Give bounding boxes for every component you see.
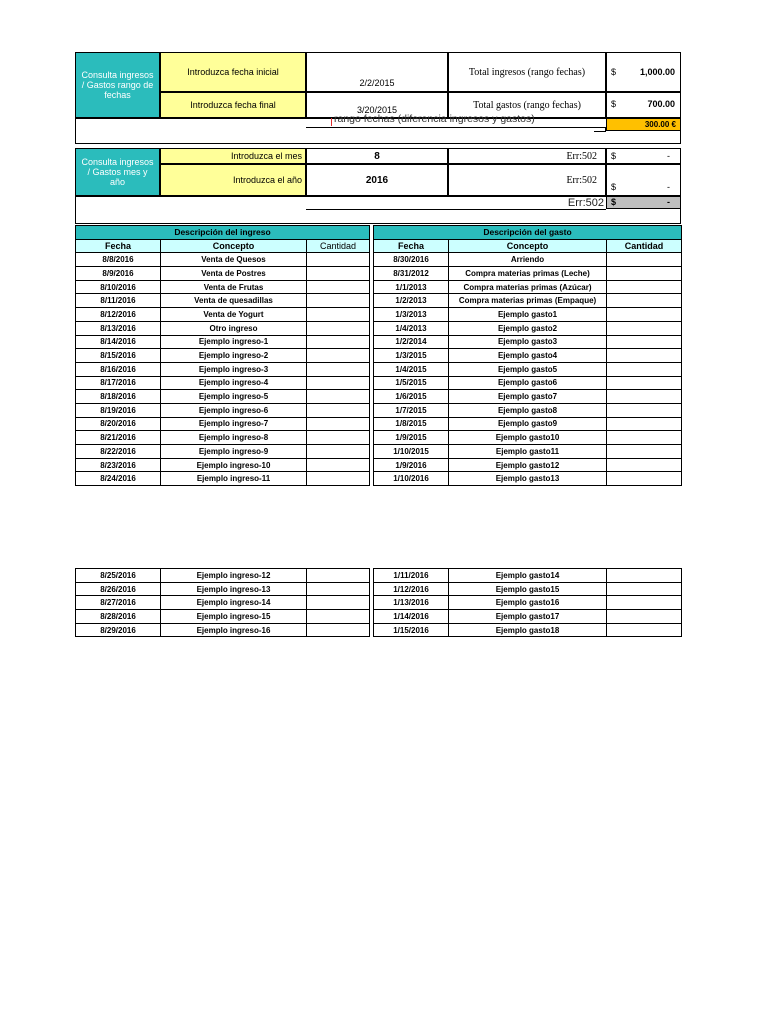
amount-cell[interactable] bbox=[607, 253, 682, 267]
income-col-concepto: Concepto bbox=[161, 239, 307, 253]
table-row bbox=[374, 280, 682, 294]
date-cell[interactable]: 1/3/2015 bbox=[374, 349, 449, 363]
amount-cell[interactable] bbox=[607, 610, 682, 624]
table-row bbox=[374, 253, 682, 267]
expense-rows bbox=[374, 253, 682, 486]
amount-cell[interactable] bbox=[607, 321, 682, 335]
date-cell[interactable]: 8/23/2016 bbox=[76, 458, 161, 472]
difference-value-cell bbox=[606, 118, 681, 131]
error-text: Err:502 bbox=[566, 150, 597, 162]
concept-cell[interactable]: Ejemplo ingreso-6 bbox=[161, 403, 307, 417]
table-row bbox=[374, 321, 682, 335]
concept-cell[interactable]: Ejemplo ingreso-4 bbox=[161, 376, 307, 390]
amount-cell[interactable] bbox=[307, 458, 370, 472]
table-row bbox=[76, 308, 370, 322]
table-row bbox=[76, 280, 370, 294]
amount-cell[interactable] bbox=[607, 267, 682, 281]
amount-cell[interactable] bbox=[607, 431, 682, 445]
divider bbox=[306, 127, 606, 128]
table-row bbox=[374, 582, 682, 596]
concept-cell[interactable]: Ejemplo gasto17 bbox=[449, 610, 607, 624]
date-cell[interactable]: 8/14/2016 bbox=[76, 335, 161, 349]
table-row bbox=[374, 431, 682, 445]
expense-col-cantidad: Cantidad bbox=[607, 239, 682, 253]
date-cell[interactable]: 1/4/2015 bbox=[374, 362, 449, 376]
expense-col-concepto: Concepto bbox=[449, 239, 607, 253]
date-cell[interactable]: 1/10/2016 bbox=[374, 472, 449, 486]
currency-symbol: $ bbox=[611, 197, 617, 207]
concept-cell[interactable]: Ejemplo gasto8 bbox=[449, 403, 607, 417]
amount-cell[interactable] bbox=[307, 390, 370, 404]
table-row bbox=[76, 403, 370, 417]
date-cell[interactable]: 1/6/2015 bbox=[374, 390, 449, 404]
error-text: Err:502 bbox=[566, 174, 597, 186]
date-cell[interactable]: 8/17/2016 bbox=[76, 376, 161, 390]
expense-header bbox=[374, 226, 682, 240]
table-row bbox=[374, 623, 682, 637]
table-row bbox=[374, 569, 682, 583]
end-date-label-text: Introduzca fecha final bbox=[190, 100, 276, 110]
range-query-title bbox=[75, 52, 160, 118]
month-expense-value: - bbox=[667, 182, 670, 192]
date-cell[interactable]: 8/8/2016 bbox=[76, 253, 161, 267]
income-table-continued bbox=[75, 568, 370, 637]
amount-cell[interactable] bbox=[607, 569, 682, 583]
table-row bbox=[76, 472, 370, 486]
table-row bbox=[76, 582, 370, 596]
month-value: 8 bbox=[374, 150, 380, 162]
concept-cell[interactable]: Venta de Yogurt bbox=[161, 308, 307, 322]
date-cell[interactable]: 1/10/2015 bbox=[374, 445, 449, 459]
concept-cell[interactable]: Compra materias primas (Leche) bbox=[449, 267, 607, 281]
income-header bbox=[76, 226, 370, 240]
amount-cell[interactable] bbox=[607, 376, 682, 390]
amount-cell[interactable] bbox=[607, 362, 682, 376]
date-cell[interactable]: 8/22/2016 bbox=[76, 445, 161, 459]
year-label bbox=[160, 164, 306, 196]
amount-cell[interactable] bbox=[607, 335, 682, 349]
table-row bbox=[76, 610, 370, 624]
concept-cell[interactable]: Ejemplo gasto13 bbox=[449, 472, 607, 486]
amount-cell[interactable] bbox=[307, 335, 370, 349]
amount-cell[interactable] bbox=[307, 267, 370, 281]
table-row bbox=[76, 335, 370, 349]
table-row bbox=[374, 349, 682, 363]
date-cell[interactable]: 1/9/2015 bbox=[374, 431, 449, 445]
date-cell[interactable]: 1/2/2014 bbox=[374, 335, 449, 349]
divider bbox=[680, 131, 681, 144]
date-cell[interactable]: 8/13/2016 bbox=[76, 321, 161, 335]
amount-cell[interactable] bbox=[607, 294, 682, 308]
amount-cell[interactable] bbox=[307, 362, 370, 376]
concept-cell[interactable]: Ejemplo gasto11 bbox=[449, 445, 607, 459]
date-cell[interactable]: 8/25/2016 bbox=[76, 569, 161, 583]
end-date-value: 3/20/2015 bbox=[356, 105, 398, 115]
currency-symbol: $ bbox=[611, 182, 617, 192]
concept-cell[interactable]: Ejemplo gasto2 bbox=[449, 321, 607, 335]
date-cell[interactable]: 8/21/2016 bbox=[76, 431, 161, 445]
amount-cell[interactable] bbox=[607, 458, 682, 472]
date-cell[interactable]: 1/9/2016 bbox=[374, 458, 449, 472]
concept-cell[interactable]: Ejemplo ingreso-5 bbox=[161, 390, 307, 404]
date-cell[interactable]: 1/1/2013 bbox=[374, 280, 449, 294]
difference-value: 300.00 € bbox=[644, 120, 676, 129]
concept-cell[interactable]: Ejemplo ingreso-7 bbox=[161, 417, 307, 431]
start-date-input[interactable] bbox=[306, 52, 448, 92]
date-cell[interactable]: 8/12/2016 bbox=[76, 308, 161, 322]
table-row bbox=[374, 445, 682, 459]
amount-cell[interactable] bbox=[307, 321, 370, 335]
table-row bbox=[76, 253, 370, 267]
concept-cell[interactable]: Ejemplo ingreso-2 bbox=[161, 349, 307, 363]
concept-cell[interactable]: Arriendo bbox=[449, 253, 607, 267]
amount-cell[interactable] bbox=[307, 403, 370, 417]
income-col-fecha: Fecha bbox=[76, 239, 161, 253]
concept-cell[interactable]: Ejemplo gasto4 bbox=[449, 349, 607, 363]
income-table bbox=[75, 225, 370, 486]
date-cell[interactable]: 1/5/2015 bbox=[374, 376, 449, 390]
month-expense-cell bbox=[606, 164, 681, 196]
expense-table bbox=[373, 225, 682, 486]
amount-cell[interactable] bbox=[307, 569, 370, 583]
amount-cell[interactable] bbox=[307, 308, 370, 322]
date-cell[interactable]: 1/4/2013 bbox=[374, 321, 449, 335]
table-row bbox=[374, 362, 682, 376]
start-date-label bbox=[160, 52, 306, 92]
error-text: Err:502 bbox=[567, 196, 604, 209]
concept-cell[interactable]: Ejemplo ingreso-9 bbox=[161, 445, 307, 459]
total-expense-label-text: Total gastos (rango fechas) bbox=[473, 99, 581, 111]
amount-cell[interactable] bbox=[607, 582, 682, 596]
concept-cell[interactable]: Ejemplo gasto7 bbox=[449, 390, 607, 404]
date-cell[interactable]: 8/26/2016 bbox=[76, 582, 161, 596]
month-query-title bbox=[75, 148, 160, 196]
date-cell[interactable]: 8/28/2016 bbox=[76, 610, 161, 624]
currency-symbol: $ bbox=[611, 151, 617, 161]
table-row bbox=[76, 431, 370, 445]
month-income-cell bbox=[606, 148, 681, 164]
concept-cell[interactable]: Ejemplo gasto14 bbox=[449, 569, 607, 583]
start-date-value: 2/2/2015 bbox=[359, 78, 395, 88]
difference-label-text: rango fechas (diferencia ingresos y gastos) bbox=[334, 113, 535, 125]
month-input[interactable] bbox=[306, 148, 448, 164]
end-date-label bbox=[160, 92, 306, 118]
expense-col-fecha: Fecha bbox=[374, 239, 449, 253]
table-row bbox=[374, 596, 682, 610]
total-expense-cell bbox=[606, 92, 681, 118]
table-row bbox=[374, 267, 682, 281]
table-row bbox=[76, 349, 370, 363]
amount-cell[interactable] bbox=[307, 294, 370, 308]
table-row bbox=[374, 308, 682, 322]
total-income-cell bbox=[606, 52, 681, 92]
amount-cell[interactable] bbox=[607, 623, 682, 637]
divider bbox=[306, 209, 606, 210]
date-cell[interactable]: 1/8/2015 bbox=[374, 417, 449, 431]
table-row bbox=[374, 390, 682, 404]
total-income-label bbox=[448, 52, 606, 92]
income-header-text: Descripción del ingreso bbox=[174, 226, 271, 237]
range-query-title-text: Consulta ingresos / Gastos rango de fechas bbox=[81, 70, 154, 100]
amount-cell[interactable] bbox=[607, 349, 682, 363]
concept-cell[interactable]: Ejemplo ingreso-10 bbox=[161, 458, 307, 472]
date-cell[interactable]: 1/12/2016 bbox=[374, 582, 449, 596]
table-row bbox=[374, 376, 682, 390]
month-expense-error bbox=[448, 164, 606, 196]
income-rows bbox=[76, 253, 370, 486]
table-row bbox=[374, 417, 682, 431]
month-difference-cell bbox=[606, 196, 681, 209]
table-row bbox=[374, 610, 682, 624]
concept-cell[interactable]: Ejemplo gasto10 bbox=[449, 431, 607, 445]
date-cell[interactable]: 1/3/2013 bbox=[374, 308, 449, 322]
amount-cell[interactable] bbox=[607, 472, 682, 486]
difference-label bbox=[334, 113, 604, 127]
table-row bbox=[76, 321, 370, 335]
date-cell[interactable]: 1/7/2015 bbox=[374, 403, 449, 417]
date-cell[interactable]: 8/10/2016 bbox=[76, 280, 161, 294]
amount-cell[interactable] bbox=[307, 610, 370, 624]
concept-cell[interactable]: Ejemplo gasto12 bbox=[449, 458, 607, 472]
month-income-error bbox=[448, 148, 606, 164]
date-cell[interactable]: 1/13/2016 bbox=[374, 596, 449, 610]
table-row bbox=[76, 445, 370, 459]
amount-cell[interactable] bbox=[307, 623, 370, 637]
concept-cell[interactable]: Ejemplo ingreso-15 bbox=[161, 610, 307, 624]
month-label-text: Introduzca el mes bbox=[230, 151, 302, 161]
table-row bbox=[76, 376, 370, 390]
income-rows-continued bbox=[76, 569, 370, 637]
date-cell[interactable]: 8/15/2016 bbox=[76, 349, 161, 363]
amount-cell[interactable] bbox=[307, 445, 370, 459]
table-row bbox=[76, 362, 370, 376]
amount-cell[interactable] bbox=[607, 403, 682, 417]
table-row bbox=[76, 417, 370, 431]
cell-arrow-icon bbox=[594, 127, 606, 132]
year-value: 2016 bbox=[365, 174, 389, 186]
amount-cell[interactable] bbox=[307, 349, 370, 363]
concept-cell[interactable]: Ejemplo gasto3 bbox=[449, 335, 607, 349]
table-row bbox=[374, 403, 682, 417]
concept-cell[interactable]: Ejemplo ingreso-12 bbox=[161, 569, 307, 583]
table-row bbox=[76, 267, 370, 281]
date-cell[interactable]: 8/29/2016 bbox=[76, 623, 161, 637]
table-row bbox=[374, 458, 682, 472]
date-cell[interactable]: 1/11/2016 bbox=[374, 569, 449, 583]
month-query-title-text: Consulta ingresos / Gastos mes y año bbox=[81, 157, 154, 187]
concept-cell[interactable]: Otro ingreso bbox=[161, 321, 307, 335]
amount-cell[interactable] bbox=[307, 376, 370, 390]
table-row bbox=[76, 458, 370, 472]
total-income-value: 1,000.00 bbox=[639, 67, 675, 77]
date-cell[interactable]: 8/16/2016 bbox=[76, 362, 161, 376]
total-income-label-text: Total ingresos (rango fechas) bbox=[468, 66, 586, 78]
amount-cell[interactable] bbox=[307, 253, 370, 267]
amount-cell[interactable] bbox=[607, 390, 682, 404]
amount-cell[interactable] bbox=[607, 417, 682, 431]
concept-cell[interactable]: Compra materias primas (Azúcar) bbox=[449, 280, 607, 294]
concept-cell[interactable]: Venta de Frutas bbox=[161, 280, 307, 294]
date-cell[interactable]: 8/18/2016 bbox=[76, 390, 161, 404]
table-row bbox=[76, 294, 370, 308]
table-row bbox=[76, 569, 370, 583]
expense-table-continued bbox=[373, 568, 682, 637]
currency-symbol: $ bbox=[611, 99, 617, 109]
concept-cell[interactable]: Ejemplo ingreso-1 bbox=[161, 335, 307, 349]
table-row bbox=[76, 390, 370, 404]
date-cell[interactable]: 1/14/2016 bbox=[374, 610, 449, 624]
amount-cell[interactable] bbox=[307, 280, 370, 294]
amount-cell[interactable] bbox=[307, 596, 370, 610]
month-label bbox=[160, 148, 306, 164]
amount-cell[interactable] bbox=[607, 280, 682, 294]
table-row bbox=[76, 623, 370, 637]
concept-cell[interactable]: Compra materias primas (Empaque) bbox=[449, 294, 607, 308]
date-cell[interactable]: 8/9/2016 bbox=[76, 267, 161, 281]
amount-cell[interactable] bbox=[307, 582, 370, 596]
concept-cell[interactable]: Ejemplo gasto15 bbox=[449, 582, 607, 596]
amount-cell[interactable] bbox=[307, 417, 370, 431]
concept-cell[interactable]: Ejemplo ingreso-3 bbox=[161, 362, 307, 376]
month-difference-value: - bbox=[667, 197, 670, 207]
concept-cell[interactable]: Ejemplo ingreso-14 bbox=[161, 596, 307, 610]
concept-cell[interactable]: Ejemplo ingreso-8 bbox=[161, 431, 307, 445]
expense-header-text: Descripción del gasto bbox=[483, 226, 572, 237]
date-cell[interactable]: 8/31/2012 bbox=[374, 267, 449, 281]
concept-cell[interactable]: Venta de Quesos bbox=[161, 253, 307, 267]
amount-cell[interactable] bbox=[607, 308, 682, 322]
amount-cell[interactable] bbox=[307, 431, 370, 445]
currency-symbol: $ bbox=[611, 67, 617, 77]
concept-cell[interactable]: Venta de quesadillas bbox=[161, 294, 307, 308]
date-cell[interactable]: 1/15/2016 bbox=[374, 623, 449, 637]
concept-cell[interactable]: Ejemplo gasto9 bbox=[449, 417, 607, 431]
concept-cell[interactable]: Ejemplo gasto6 bbox=[449, 376, 607, 390]
date-cell[interactable]: 8/24/2016 bbox=[76, 472, 161, 486]
date-cell[interactable]: 1/2/2013 bbox=[374, 294, 449, 308]
date-cell[interactable]: 8/19/2016 bbox=[76, 403, 161, 417]
date-cell[interactable]: 8/27/2016 bbox=[76, 596, 161, 610]
amount-cell[interactable] bbox=[307, 472, 370, 486]
date-cell[interactable]: 8/20/2016 bbox=[76, 417, 161, 431]
date-cell[interactable]: 8/30/2016 bbox=[374, 253, 449, 267]
table-row bbox=[374, 294, 682, 308]
concept-cell[interactable]: Ejemplo ingreso-11 bbox=[161, 472, 307, 486]
concept-cell[interactable]: Ejemplo gasto5 bbox=[449, 362, 607, 376]
concept-cell[interactable]: Venta de Postres bbox=[161, 267, 307, 281]
cursor-marker-icon bbox=[331, 118, 332, 126]
year-label-text: Introduzca el año bbox=[232, 175, 302, 185]
month-income-value: - bbox=[667, 151, 670, 161]
year-input[interactable] bbox=[306, 164, 448, 196]
table-row bbox=[76, 596, 370, 610]
date-cell[interactable]: 8/11/2016 bbox=[76, 294, 161, 308]
month-difference-error bbox=[520, 196, 606, 209]
start-date-label-text: Introduzca fecha inicial bbox=[187, 67, 279, 77]
concept-cell[interactable]: Ejemplo gasto1 bbox=[449, 308, 607, 322]
concept-cell[interactable]: Ejemplo ingreso-13 bbox=[161, 582, 307, 596]
concept-cell[interactable]: Ejemplo gasto16 bbox=[449, 596, 607, 610]
amount-cell[interactable] bbox=[607, 445, 682, 459]
income-col-cantidad: Cantidad bbox=[307, 239, 370, 253]
concept-cell[interactable]: Ejemplo gasto18 bbox=[449, 623, 607, 637]
concept-cell[interactable]: Ejemplo ingreso-16 bbox=[161, 623, 307, 637]
table-row bbox=[374, 335, 682, 349]
expense-rows-continued bbox=[374, 569, 682, 637]
total-expense-value: 700.00 bbox=[647, 99, 675, 109]
amount-cell[interactable] bbox=[607, 596, 682, 610]
table-row bbox=[374, 472, 682, 486]
